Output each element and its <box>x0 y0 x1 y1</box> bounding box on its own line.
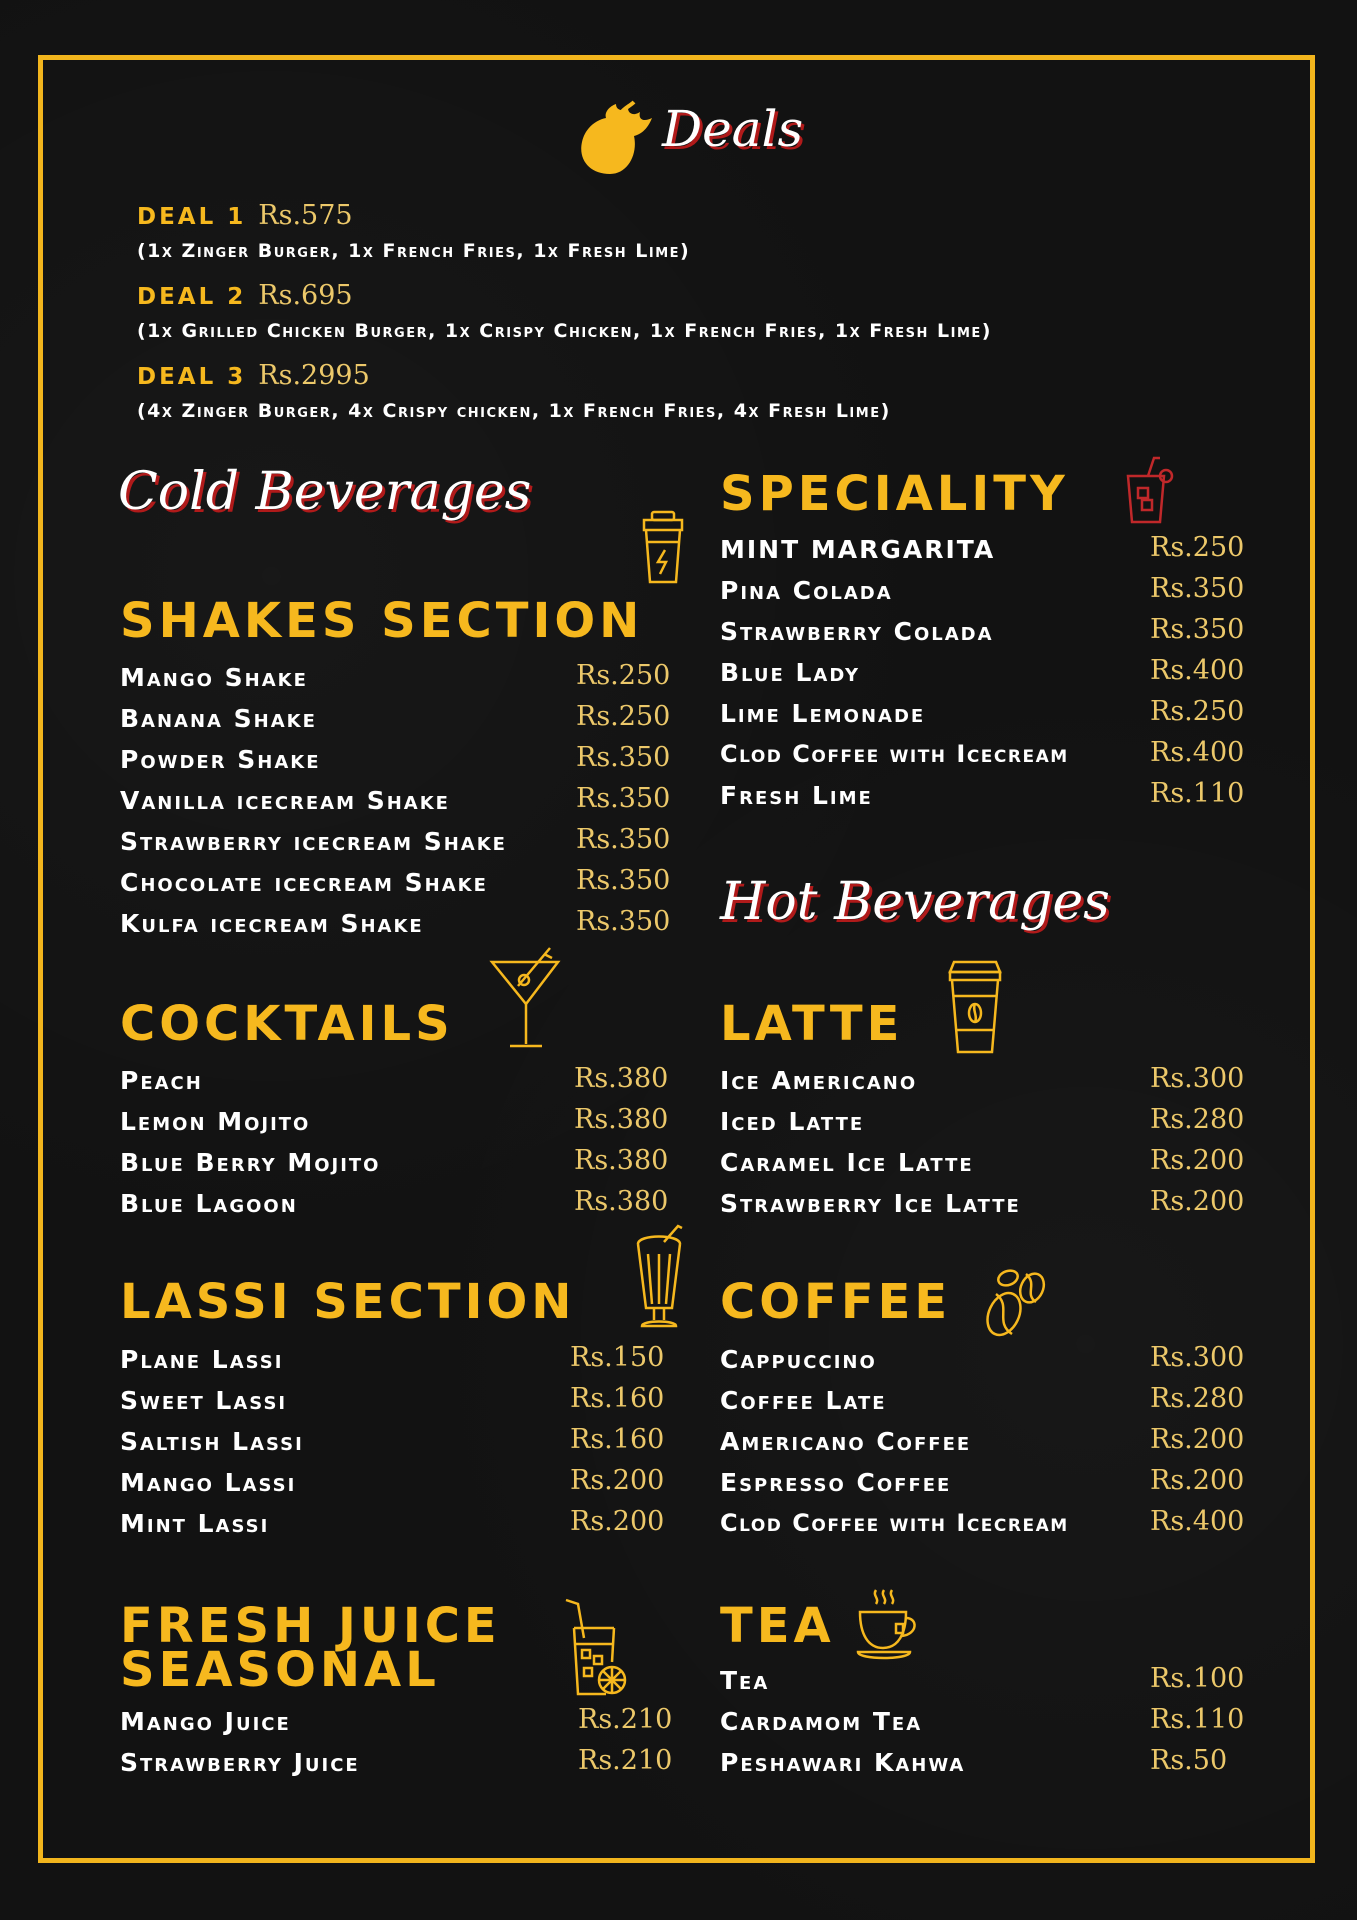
item-price: Rs.250 <box>1150 532 1245 563</box>
item-price: Rs.160 <box>570 1383 665 1414</box>
item-price: Rs.400 <box>1150 1506 1245 1537</box>
item-name: Strawberry Colada <box>720 617 994 646</box>
speciality-section-title: SPECIALITY <box>720 466 1069 522</box>
item-name: Cappuccino <box>720 1345 877 1374</box>
item-name: Lemon Mojito <box>120 1107 311 1136</box>
item-price: Rs.300 <box>1150 1063 1245 1094</box>
item-name: Saltish Lassi <box>120 1427 304 1456</box>
item-name: Clod Coffee with Icecream <box>720 740 1069 768</box>
item-price: Rs.210 <box>578 1745 673 1776</box>
item-name: Cardamom Tea <box>720 1707 923 1736</box>
coffee-section-title: COFFEE <box>720 1274 952 1330</box>
cold-beverages-heading: Cold Beverages <box>118 462 532 522</box>
item-price: Rs.200 <box>1150 1145 1245 1176</box>
item-price: Rs.250 <box>576 660 671 691</box>
item-price: Rs.200 <box>1150 1465 1245 1496</box>
item-name: Blue Lagoon <box>120 1189 298 1218</box>
deals-title: Deals <box>662 100 804 158</box>
item-price: Rs.350 <box>576 742 671 773</box>
item-price: Rs.350 <box>576 865 671 896</box>
latte-section-title: LATTE <box>720 996 904 1052</box>
deal-price: Rs.695 <box>258 280 353 311</box>
lassi-section-title: LASSI SECTION <box>120 1274 576 1330</box>
cocktails-section-title: COCKTAILS <box>120 996 454 1052</box>
item-price: Rs.380 <box>574 1104 669 1135</box>
deal-label: DEAL 1 <box>137 204 247 230</box>
item-price: Rs.160 <box>570 1424 665 1455</box>
deal-1 <box>137 200 353 231</box>
item-name: Clod Coffee with Icecream <box>720 1509 1069 1537</box>
deal-2 <box>137 280 353 311</box>
item-name: Mint Lassi <box>120 1509 270 1538</box>
item-name: Chocolate icecream Shake <box>120 868 488 897</box>
item-price: Rs.100 <box>1150 1663 1245 1694</box>
item-price: Rs.200 <box>570 1465 665 1496</box>
deal-label: DEAL 2 <box>137 284 247 310</box>
item-name: Plane Lassi <box>120 1345 284 1374</box>
shakes-section-title: SHAKES SECTION <box>120 593 644 649</box>
item-price: Rs.50 <box>1150 1745 1228 1776</box>
deal-price: Rs.575 <box>258 200 353 231</box>
juice-glass-icon <box>564 1598 628 1698</box>
item-name: Powder Shake <box>120 745 321 774</box>
hot-beverages-heading: Hot Beverages <box>720 872 1110 932</box>
item-name: Strawberry icecream Shake <box>120 827 507 856</box>
item-price: Rs.150 <box>570 1342 665 1373</box>
item-price: Rs.200 <box>570 1506 665 1537</box>
shaker-cup-icon <box>638 510 688 586</box>
item-name: Mango Shake <box>120 663 308 692</box>
item-name: Mango Lassi <box>120 1468 297 1497</box>
item-name: Blue Berry Mojito <box>120 1148 381 1177</box>
coffee-beans-icon <box>982 1264 1048 1340</box>
item-price: Rs.280 <box>1150 1383 1245 1414</box>
deal-description: (1x Grilled Chicken Burger, 1x Crispy Chicken, 1x French Fries, 1x Fresh Lime) <box>137 320 992 342</box>
item-name: Espresso Coffee <box>720 1468 952 1497</box>
fire-ball-icon <box>576 98 658 176</box>
item-price: Rs.350 <box>576 783 671 814</box>
item-name: Mango Juice <box>120 1707 291 1736</box>
item-price: Rs.380 <box>574 1063 669 1094</box>
item-name: Strawberry Ice Latte <box>720 1189 1021 1218</box>
item-name: Caramel Ice Latte <box>720 1148 974 1177</box>
tea-cup-icon <box>856 1588 920 1662</box>
iced-drink-icon <box>1124 456 1174 526</box>
coffee-cup-icon <box>944 958 1006 1054</box>
item-name: Ice Americano <box>720 1066 918 1095</box>
item-name: Banana Shake <box>120 704 317 733</box>
item-price: Rs.200 <box>1150 1186 1245 1217</box>
item-name: Coffee Late <box>720 1386 887 1415</box>
item-name: Lime Lemonade <box>720 699 926 728</box>
item-name: Sweet Lassi <box>120 1386 288 1415</box>
juice-section-title-line2: SEASONAL <box>120 1642 440 1698</box>
juice-section-title-line1: FRESH JUICE <box>120 1598 501 1654</box>
item-price: Rs.210 <box>578 1704 673 1735</box>
item-price: Rs.300 <box>1150 1342 1245 1373</box>
item-price: Rs.110 <box>1150 1704 1245 1735</box>
item-name: Peach <box>120 1066 203 1095</box>
item-name: Fresh Lime <box>720 781 873 810</box>
deal-price: Rs.2995 <box>258 360 370 391</box>
tea-section-title: TEA <box>720 1598 835 1654</box>
item-price: Rs.350 <box>1150 614 1245 645</box>
item-name: Blue Lady <box>720 658 861 687</box>
item-price: Rs.250 <box>1150 696 1245 727</box>
deal-3 <box>137 360 370 391</box>
item-price: Rs.110 <box>1150 778 1245 809</box>
item-price: Rs.250 <box>576 701 671 732</box>
item-price: Rs.200 <box>1150 1424 1245 1455</box>
item-name: Strawberry Juice <box>120 1748 360 1777</box>
item-price: Rs.400 <box>1150 655 1245 686</box>
item-name: Vanilla icecream Shake <box>120 786 450 815</box>
deal-description: (4x Zinger Burger, 4x Crispy chicken, 1x French Fries, 4x Fresh Lime) <box>137 400 891 422</box>
lassi-glass-icon <box>634 1224 684 1336</box>
item-name: Iced Latte <box>720 1107 865 1136</box>
item-price: Rs.400 <box>1150 737 1245 768</box>
item-price: Rs.350 <box>576 824 671 855</box>
item-price: Rs.380 <box>574 1186 669 1217</box>
item-price: Rs.280 <box>1150 1104 1245 1135</box>
martini-glass-icon <box>488 946 562 1050</box>
item-price: Rs.380 <box>574 1145 669 1176</box>
item-name: Pina Colada <box>720 576 893 605</box>
item-price: Rs.350 <box>1150 573 1245 604</box>
deal-description: (1x Zinger Burger, 1x French Fries, 1x Fresh Lime) <box>137 240 691 262</box>
item-name: Peshawari Kahwa <box>720 1748 966 1777</box>
item-name: Kulfa icecream Shake <box>120 909 424 938</box>
item-price: Rs.350 <box>576 906 671 937</box>
deal-label: DEAL 3 <box>137 364 247 390</box>
item-name: MINT MARGARITA <box>720 535 996 564</box>
item-name: Tea <box>720 1666 770 1695</box>
item-name: Americano Coffee <box>720 1427 972 1456</box>
